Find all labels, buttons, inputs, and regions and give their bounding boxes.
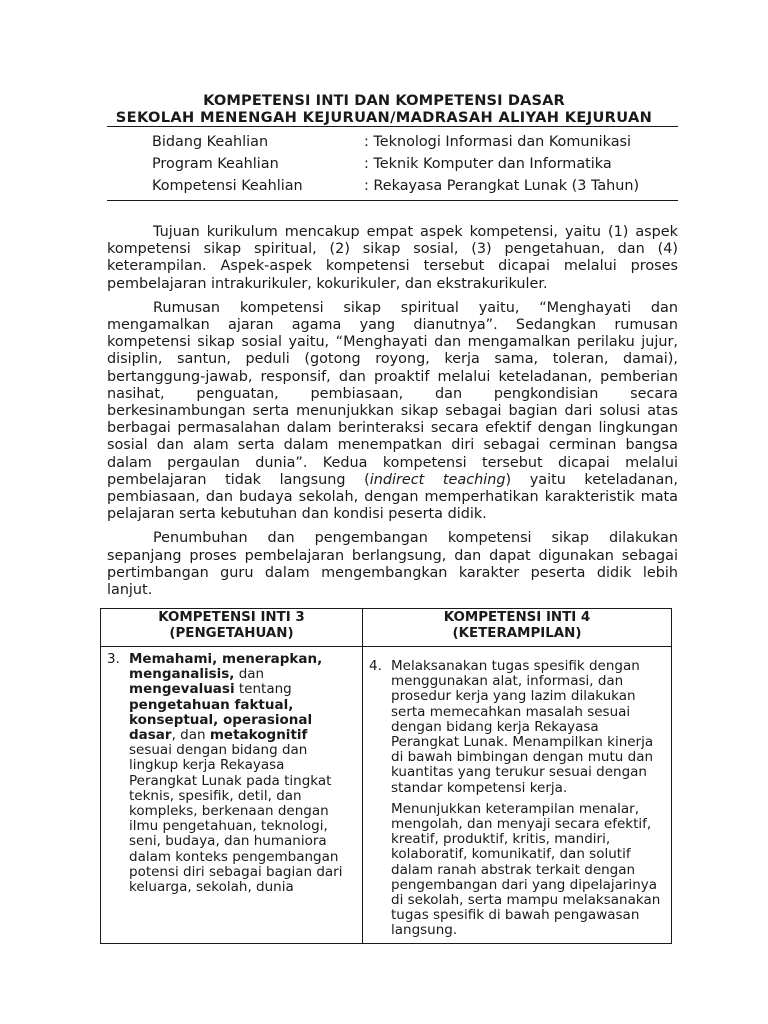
cell-ki3	[101, 647, 363, 944]
kompetensi-table	[100, 608, 672, 944]
ki4-paragraph-2: Menunjukkan keterampilan menalar, mengolah, dan menyaji secara efektif, kreatif, produktif, kritis, mandiri, kolaboratif, komunikatif, dan solutif dalam ranah abstrak terkait dengan pengembangan dari yang dipelajarinya di sekolah, serta mampu melaksanakan tugas spesifik di bawah pengawasan langsung.	[391, 800, 661, 939]
ki3-bold-1: Memahami, menerapkan, menganalisis,	[129, 651, 323, 683]
ki3-bold-3: pengetahuan faktual, konseptual, operasional dasar	[129, 696, 313, 744]
divider-bottom	[107, 200, 678, 201]
ki3-text-2: tentang	[234, 681, 292, 698]
divider-top	[107, 126, 678, 127]
document-title-line2: SEKOLAH MENENGAH KEJURUAN/MADRASAH ALIYAH KEJURUAN	[115, 109, 653, 126]
ki3-text-1: dan	[234, 666, 265, 683]
header-ki3-line2: (PENGETAHUAN)	[169, 626, 294, 641]
meta-label: Program Keahlian	[152, 156, 279, 172]
ki4-text	[391, 659, 663, 939]
ki3-bold-2: mengevaluasi	[129, 681, 235, 698]
ki4-item	[369, 652, 663, 939]
table-row	[101, 647, 672, 944]
table-header-row	[101, 609, 672, 647]
ki3-number: 3.	[107, 651, 120, 667]
meta-value: : Rekayasa Perangkat Lunak (3 Tahun)	[364, 178, 640, 194]
paragraph-1: Tujuan kurikulum mencakup empat aspek kompetensi, yaitu (1) aspek kompetensi sikap spiritual, (2) sikap sosial, (3) pengetahuan, dan (4) keterampilan. Aspek-aspek kompetensi tersebut dicapai melalui proses pembelajaran intrakurikuler, kokurikuler, dan ekstrakurikuler.	[107, 224, 678, 292]
header-ki4-line2: (KETERAMPILAN)	[452, 626, 582, 641]
ki3-item	[107, 652, 354, 895]
meta-label: Kompetensi Keahlian	[152, 178, 303, 194]
paragraph-2-part-a: Rumusan kompetensi sikap spiritual yaitu, “Menghayati dan mengamalkan ajaran agama yang dianutnya”. Sedangkan rumusan kompetensi sikap sosial yaitu, “Menghayati dan mengamalkan perilaku jujur, disiplin, santun, peduli (gotong royong, kerja sama, toleran, damai), bertanggung-jawab, responsif, dan proaktif melalui keteladanan, pemberian nasihat, penguatan, pembiasaan, dan pengkondisian secara berkesinambungan serta menunjukkan sikap sebagai bagian dari solusi atas berbagai permasalahan dalam berinteraksi secara efektif dengan lingkungan sosial dan alam serta dalam menempatkan diri sebagai cerminan bangsa dalam pergaulan dunia”. Kedua kompetensi tersebut dicapai melalui pembelajaran tidak langsung (	[107, 299, 678, 488]
meta-value: : Teknologi Informasi dan Komunikasi	[364, 134, 632, 150]
meta-label: Bidang Keahlian	[152, 134, 269, 150]
cell-ki4	[363, 647, 672, 944]
paragraph-3: Penumbuhan dan pengembangan kompetensi sikap dilakukan sepanjang proses pembelajaran berlangsung, dan dapat digunakan sebagai pertimbangan guru dalam mengembangkan karakter peserta didik lebih lanjut.	[107, 530, 678, 599]
meta-value: : Teknik Komputer dan Informatika	[364, 156, 612, 172]
ki4-paragraph-1: Melaksanakan tugas spesifik dengan menggunakan alat, informasi, dan prosedur kerja yang lazim dilakukan serta memecahkan masalah sesuai dengan bidang kerja Rekayasa Perangkat Lunak. Menampilkan kinerja di bawah bimbingan dengan mutu dan kuantitas yang terukur sesuai dengan standar kompetensi kerja.	[391, 658, 654, 796]
header-ki3-line1: KOMPETENSI INTI 3	[158, 610, 305, 625]
paragraph-2	[107, 300, 678, 524]
header-ki4	[363, 609, 672, 647]
ki3-text-4: sesuai dengan bidang dan lingkup kerja Rekayasa Perangkat Lunak pada tingkat teknis, spesifik, detil, dan kompleks, berkenaan dengan ilmu pengetahuan, teknologi, seni, budaya, dan humaniora dalam konteks pengembangan potensi diri sebagai bagian dari keluarga, sekolah, dunia	[129, 742, 343, 896]
ki3-text	[129, 652, 354, 895]
ki4-number: 4.	[369, 658, 382, 674]
ki3-bold-4: metakognitif	[209, 727, 308, 744]
paragraph-2-italic: indirect teaching	[369, 471, 506, 488]
body-text	[107, 224, 678, 606]
document-title-line1: KOMPETENSI INTI DAN KOMPETENSI DASAR	[203, 92, 565, 109]
ki3-text-3: , dan	[171, 727, 210, 744]
header-ki4-line1: KOMPETENSI INTI 4	[443, 610, 591, 625]
paragraph-2-part-b: ) yaitu keteladanan, pembiasaan, dan budaya sekolah, dengan memperhatikan karakteristik mata pelajaran serta kebutuhan dan kondisi peserta didik.	[107, 471, 678, 523]
header-ki3	[101, 609, 363, 647]
